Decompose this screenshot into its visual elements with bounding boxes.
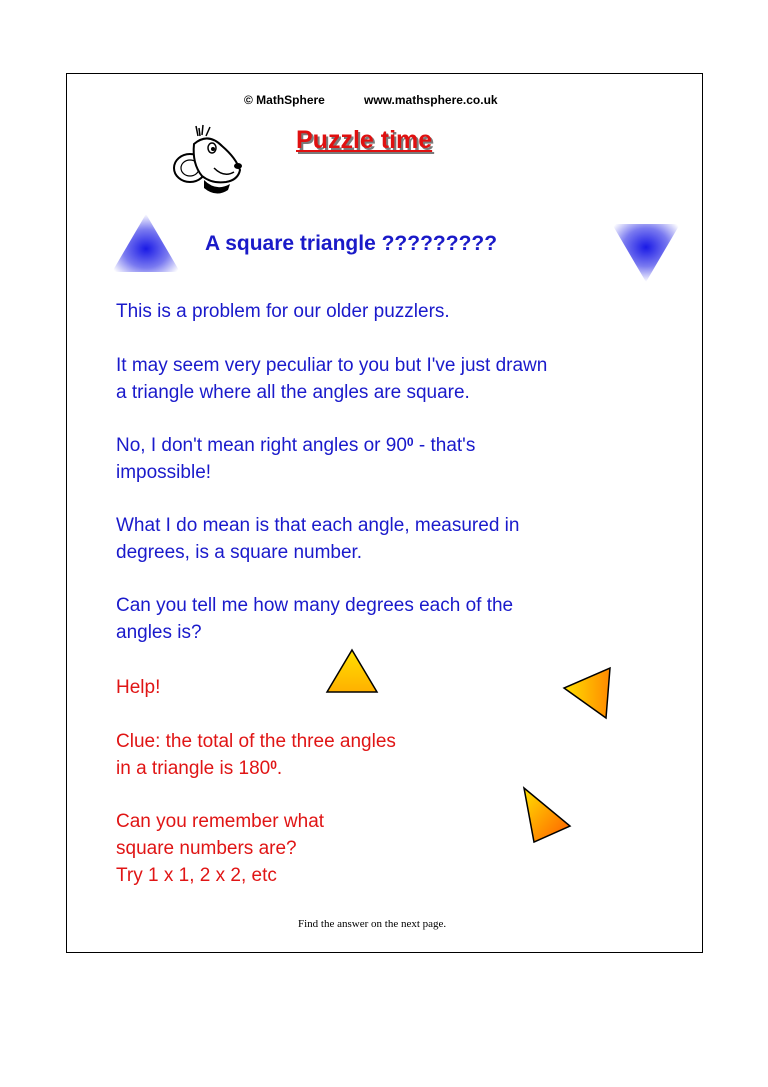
footer-note: Find the answer on the next page. [298,918,447,930]
paragraph-clue: Clue: the total of the three angles in a triangle is $180^0$. [116,731,396,779]
paragraph-remember: Can you remember what square numbers are? Try 1 x 1, 2 x 2, etc [116,811,325,886]
blue-triangle-right [610,222,682,284]
paragraph-peculiar: It may seem very peculiar to you but I've just drawn a triangle where all the angles are square. [116,355,548,403]
yellow-triangle-2 [560,664,614,720]
yellow-triangle-3 [518,784,574,844]
yellow-triangle-1 [325,648,379,694]
paragraph-intro: This is a problem for our older puzzlers. [116,301,450,322]
website-text: www.mathsphere.co.uk [364,93,498,107]
blue-triangle-left [110,212,182,274]
page-title: Puzzle time [296,126,433,154]
paragraph-square-number: What I do mean is that each angle, measured in degrees, is a square number. [116,515,520,563]
degree-superscript: 0 [270,758,277,772]
mouse-mascot-icon [170,124,242,200]
puzzle-heading: A square triangle ????????? [205,232,498,255]
paragraph-question: Can you tell me how many degrees each of the angles is? [116,595,514,643]
paragraph-right-angles: No, I don't mean right angles or $90^0$ - that's impossible! [116,435,476,483]
copyright-text: © MathSphere [244,93,325,107]
help-label: Help! [116,677,161,698]
degree-superscript: 0 [406,435,414,449]
